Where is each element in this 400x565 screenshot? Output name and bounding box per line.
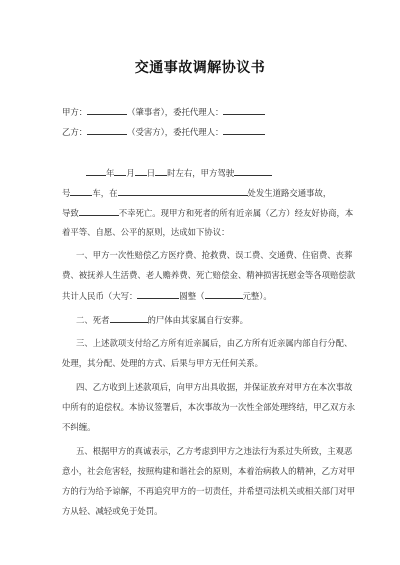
deceased-blank[interactable] [79, 207, 119, 216]
intro-text: 不幸死亡。现甲方和死者的所有近亲属（乙方）经友好协商，本 [118, 208, 354, 218]
time-label: 时左右，甲方驾驶 [167, 168, 235, 178]
year-label: 年 [106, 168, 115, 178]
amount-number-blank[interactable] [205, 290, 243, 299]
year-blank[interactable] [86, 167, 106, 176]
location-blank[interactable] [118, 187, 248, 196]
deceased-name-blank[interactable] [110, 314, 148, 323]
amount-words-label: 共计人民币（大写： [62, 291, 138, 301]
clause-2-text: 的尸体由其家属自行安葬。 [147, 315, 248, 325]
clause-5-line-3: 方的行为给予谅解，不再追究甲方的一切责任，并希望司法机关或相关部门对甲 [62, 486, 356, 496]
amount-round-label: 圆整（ [179, 291, 205, 301]
clause-5-line-1: 五、根据甲方的真诚表示，乙方考虑到甲方之违法行为系过失所致，主观恶 [76, 446, 353, 456]
clause-1-line-1: 一、甲方一次性赔偿乙方医疗费、抢救费、误工费、交通费、住宿费、丧葬 [76, 250, 353, 260]
plate-label: 号 [62, 188, 71, 198]
amount-yuan-label: 元整）。 [242, 291, 272, 301]
party-b-prefix: 乙方： [62, 127, 88, 137]
plate-blank[interactable] [70, 187, 92, 196]
intro-line-4: 着平等、自愿、公平的原则，达成如下协议： [62, 227, 230, 237]
month-blank[interactable] [114, 167, 126, 176]
party-b-name-blank[interactable] [87, 126, 127, 135]
party-b-role: （受害方），委托代理人： [127, 127, 224, 137]
vehicle-blank[interactable] [234, 167, 272, 176]
clause-4-line-2: 中所有的追偿权。本协议签署后，本次事故为一次性全部处理终结，甲乙双方永 [62, 402, 356, 412]
clause-4-line-1: 四、乙方收到上述款项后，向甲方出具收据，并保证放弃对甲方在本次事故 [76, 382, 353, 392]
clause-2 [76, 314, 248, 325]
party-a-name-blank[interactable] [87, 106, 127, 115]
clause-3-line-2: 处理，其分配、处理的方式、后果与甲方无任何关系。 [62, 358, 263, 368]
party-b-line [62, 126, 265, 137]
intro-line-1 [86, 167, 272, 178]
party-a-agent-blank[interactable] [223, 106, 265, 115]
clause-5-line-2: 意小，社会危害轻，按照构建和谐社会的原则，本着治病救人的精神，乙方对甲 [62, 466, 356, 476]
document-title: 交通事故调解协议书 [134, 60, 266, 76]
clause-1-line-2: 费、被抚养人生活费、老人赡养费、死亡赔偿金、精神损害抚慰金等各项赔偿款 [62, 270, 356, 280]
hour-blank[interactable] [155, 167, 167, 176]
clause-1-line-3 [62, 290, 272, 301]
intro-line-2 [62, 187, 331, 198]
place-label: 处发生道路交通事故， [247, 188, 332, 198]
party-b-agent-blank[interactable] [223, 126, 265, 135]
clause-4-line-3: 不纠缠。 [62, 422, 96, 432]
clause-2-prefix: 二、死者 [76, 315, 110, 325]
party-a-role: （肇事者），委托代理人： [127, 107, 224, 117]
car-label: 车，在 [92, 188, 118, 198]
month-label: 月 [126, 168, 135, 178]
cause-label: 导致 [62, 208, 79, 218]
intro-line-3 [62, 207, 353, 218]
party-a-line [62, 106, 265, 117]
day-label: 日 [146, 168, 156, 178]
day-blank[interactable] [135, 167, 147, 176]
clause-5-line-4: 方从轻、减轻或免于处罚。 [62, 506, 163, 516]
amount-words-blank[interactable] [137, 290, 179, 299]
party-a-prefix: 甲方： [62, 107, 88, 117]
clause-3-line-1: 三、上述款项支付给乙方所有近亲属后，由乙方所有近亲属内部自行分配、 [76, 338, 353, 348]
